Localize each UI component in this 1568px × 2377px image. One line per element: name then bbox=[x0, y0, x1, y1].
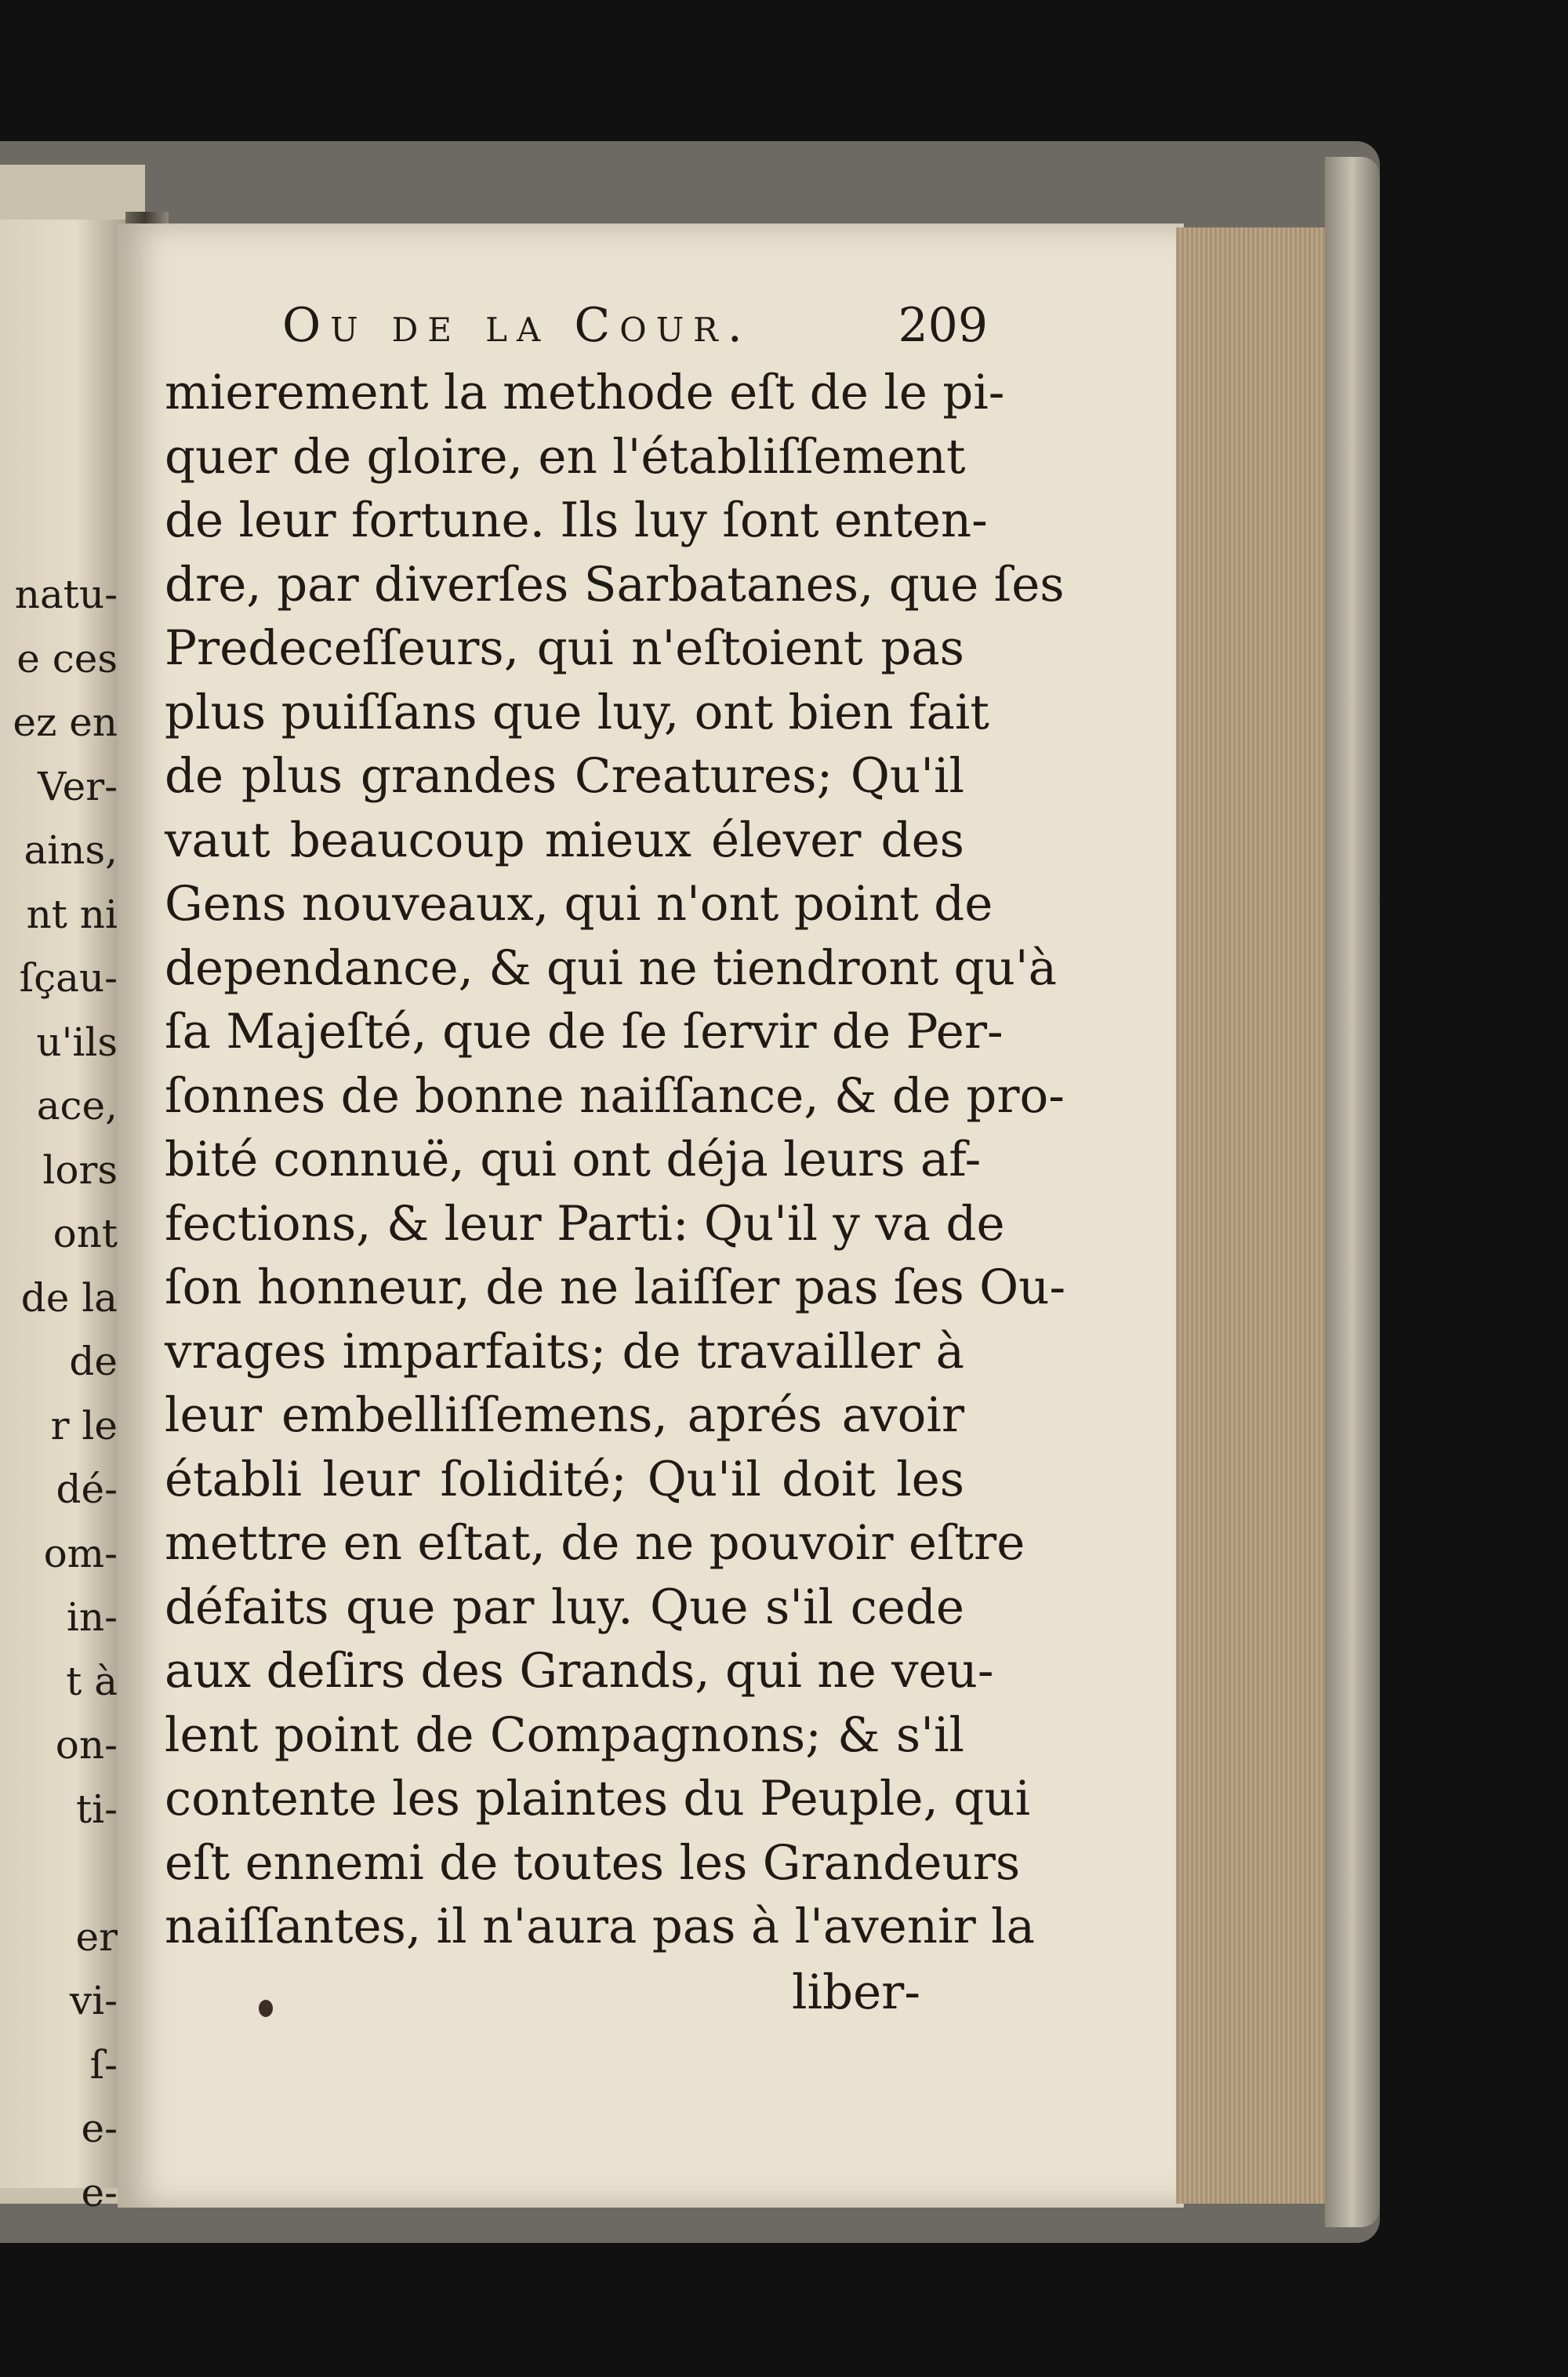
body-text bbox=[165, 361, 1066, 1959]
text-line: plus puiſſans que luy, ont bien fait bbox=[165, 684, 989, 740]
text-line: dependance, & qui ne tiendront qu'à bbox=[165, 940, 1058, 996]
left-page bbox=[0, 220, 125, 2215]
left-page-line: om- bbox=[43, 1530, 118, 1576]
text-line: ſa Majeſté, que de ſe ſervir de Per- bbox=[165, 1004, 1004, 1059]
text-line: vrages imparfaits; de travailler à bbox=[165, 1323, 964, 1379]
left-page-line: ti- bbox=[76, 1786, 118, 1832]
left-page-line: ains, bbox=[24, 827, 118, 873]
left-page-line: e ces bbox=[16, 635, 118, 681]
text-line: naiſſantes, il n'aura pas à l'avenir la bbox=[165, 1899, 1036, 1954]
left-page-line: de la bbox=[20, 1274, 118, 1321]
text-line: lent point de Compagnons; & s'il bbox=[165, 1706, 964, 1763]
text-line: aux deſirs des Grands, qui ne veu- bbox=[165, 1643, 994, 1699]
page-number: 209 bbox=[898, 298, 988, 353]
text-line: Predeceſſeurs, qui n'eſtoient pas bbox=[165, 620, 964, 676]
left-page-line: ſçau- bbox=[19, 955, 118, 1001]
left-page-line: ace, bbox=[36, 1083, 118, 1129]
left-page-line: r le bbox=[50, 1402, 118, 1448]
left-page-line: nt ni bbox=[26, 891, 118, 937]
text-line: défaits que par luy. Que s'il cede bbox=[165, 1579, 964, 1635]
text-line: ſon honneur, de ne laiſſer pas ſes Ou- bbox=[165, 1259, 1066, 1315]
ink-dot bbox=[259, 2000, 273, 2017]
text-line: de plus grandes Creatures; Qu'il bbox=[165, 748, 964, 804]
left-page-line: er bbox=[75, 1914, 118, 1960]
left-page-line: vi- bbox=[69, 1978, 118, 2023]
left-page-line: ont bbox=[53, 1211, 118, 1256]
text-line: bité connuë, qui ont déja leurs af- bbox=[165, 1132, 982, 1187]
text-line: vaut beaucoup mieux élever des bbox=[165, 812, 964, 868]
left-page-line: ez en bbox=[13, 700, 118, 745]
left-page-line: e- bbox=[81, 2169, 118, 2215]
text-line: mierement la methode eſt de le pi- bbox=[165, 365, 1005, 420]
text-line: établi leur ſolidité; Qu'il doit les bbox=[165, 1451, 964, 1507]
page-edges bbox=[1176, 227, 1333, 2204]
text-line: quer de gloire, en l'établiſſement bbox=[165, 428, 966, 485]
text-line: Gens nouveaux, qui n'ont point de bbox=[165, 876, 993, 932]
left-page-line: natu- bbox=[14, 572, 118, 617]
text-line: mettre en eſtat, de ne pouvoir eſtre bbox=[165, 1515, 1025, 1571]
running-title: Ou de la Cour. bbox=[282, 298, 752, 353]
catchword: liber- bbox=[792, 1964, 920, 2020]
left-page-line: lors bbox=[42, 1147, 118, 1193]
left-page-line: Ver- bbox=[38, 763, 118, 809]
text-line: ſonnes de bonne naiſſance, & de pro- bbox=[165, 1067, 1065, 1124]
left-page-line: e- bbox=[81, 2106, 118, 2151]
left-page-line: u'ils bbox=[36, 1019, 118, 1065]
left-page-line: t à bbox=[66, 1658, 118, 1704]
left-page-line: dé- bbox=[56, 1467, 118, 1512]
left-page-line bbox=[0, 1841, 118, 1906]
text-line: fections, & leur Parti: Qu'il y va de bbox=[165, 1195, 1005, 1252]
left-page-line: de bbox=[69, 1339, 118, 1384]
cover-rim bbox=[1325, 157, 1380, 2227]
text-line: leur embelliſſemens, aprés avoir bbox=[165, 1387, 964, 1443]
page-header bbox=[282, 298, 988, 361]
left-page-line: ſ- bbox=[89, 2041, 118, 2088]
text-line: contente les plaintes du Peuple, qui bbox=[165, 1771, 1031, 1826]
text-line: de leur fortune. Ils luy ſont enten- bbox=[165, 492, 988, 548]
left-page-line: in- bbox=[66, 1594, 118, 1640]
left-page-line: on- bbox=[55, 1722, 118, 1768]
text-line: eſt ennemi de toutes les Grandeurs bbox=[165, 1834, 1021, 1891]
text-line: dre, par diverſes Sarbatanes, que ſes bbox=[165, 556, 1065, 612]
left-page-text bbox=[0, 563, 118, 2225]
